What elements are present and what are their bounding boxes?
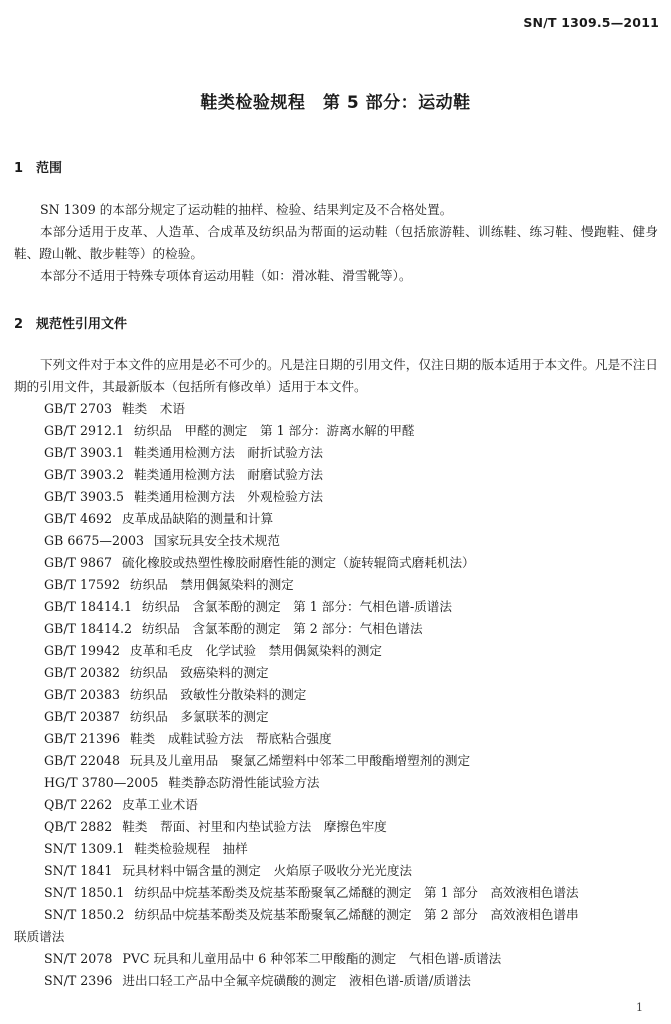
reference-title: 鞋类 成鞋试验方法 帮底粘合强度 (130, 731, 332, 746)
reference-title: 进出口轻工产品中全氟辛烷磺酸的测定 液相色谱-质谱/质谱法 (122, 973, 471, 988)
reference-item (0, 640, 671, 662)
reference-code: GB/T 3903.5 (44, 489, 125, 504)
reference-item (0, 398, 671, 420)
reference-code: GB/T 20383 (44, 687, 121, 702)
reference-code: GB/T 2912.1 (44, 423, 125, 438)
reference-title: 纺织品 禁用偶氮染料的测定 (130, 577, 294, 592)
reference-title: 纺织品 含氯苯酚的测定 第 1 部分：气相色谱-质谱法 (142, 599, 452, 614)
reference-code: SN/T 1850.1 (44, 885, 125, 900)
reference-code: GB/T 18414.2 (44, 621, 133, 636)
reference-item (0, 706, 671, 728)
reference-title-continued: 联质谱法 (14, 929, 65, 944)
reference-code: GB/T 18414.1 (44, 599, 133, 614)
reference-item (0, 904, 671, 948)
reference-title: 纺织品 甲醛的测定 第 1 部分：游离水解的甲醛 (134, 423, 415, 438)
reference-title: 纺织品 含氯苯酚的测定 第 2 部分：气相色谱法 (142, 621, 423, 636)
reference-item (0, 596, 671, 618)
reference-title: 纺织品 致敏性分散染料的测定 (130, 687, 307, 702)
reference-item (0, 486, 671, 508)
reference-item (0, 574, 671, 596)
reference-title: 国家玩具安全技术规范 (154, 533, 280, 548)
reference-item (0, 794, 671, 816)
scope-paragraph-1: SN 1309 的本部分规定了运动鞋的抽样、检验、结果判定及不合格处置。 (40, 202, 453, 217)
reference-title: 纺织品中烷基苯酚类及烷基苯酚聚氧乙烯醚的测定 第 1 部分 高效液相色谱法 (134, 885, 579, 900)
reference-item (0, 728, 671, 750)
reference-code: GB/T 3903.2 (44, 467, 125, 482)
reference-title: PVC 玩具和儿童用品中 6 种邻苯二甲酸酯的测定 气相色谱-质谱法 (122, 951, 502, 966)
reference-item (0, 530, 671, 552)
reference-title: 皮革和毛皮 化学试验 禁用偶氮染料的测定 (130, 643, 382, 658)
reference-code: SN/T 2078 (44, 951, 113, 966)
reference-item (0, 464, 671, 486)
reference-code: QB/T 2882 (44, 819, 113, 834)
reference-list (0, 398, 671, 992)
reference-item (0, 882, 671, 904)
reference-title: 鞋类通用检测方法 耐折试验方法 (134, 445, 323, 460)
reference-title: 鞋类通用检测方法 外观检验方法 (134, 489, 323, 504)
reference-title: 皮革工业术语 (122, 797, 198, 812)
reference-item (0, 684, 671, 706)
section-1-heading (14, 157, 62, 176)
reference-title: 鞋类检验规程 抽样 (134, 841, 248, 856)
reference-title: 纺织品 多氯联苯的测定 (130, 709, 269, 724)
scope-paragraph-2: 本部分适用于皮革、人造革、合成革及纺织品为帮面的运动鞋（包括旅游鞋、训练鞋、练习鞋、慢跑鞋、健身鞋、蹬山靴、散步鞋等）的检验。 (14, 224, 658, 261)
section-2-heading (14, 313, 127, 332)
references-intro: 下列文件对于本文件的应用是必不可少的。凡是注日期的引用文件，仅注日期的版本适用于本文件。凡是不注日期的引用文件，其最新版本（包括所有修改单）适用于本文件。 (14, 357, 658, 394)
reference-code: GB/T 2703 (44, 401, 113, 416)
section-title: 范围 (36, 161, 63, 176)
reference-item (0, 750, 671, 772)
reference-code: GB/T 3903.1 (44, 445, 125, 460)
reference-code: GB/T 19942 (44, 643, 121, 658)
reference-code: GB/T 9867 (44, 555, 113, 570)
section-title: 规范性引用文件 (36, 317, 128, 332)
reference-code: GB/T 4692 (44, 511, 113, 526)
reference-code: GB/T 17592 (44, 577, 121, 592)
reference-code: GB/T 21396 (44, 731, 121, 746)
reference-item (0, 816, 671, 838)
document-title: 鞋类检验规程 第 5 部分：运动鞋 (200, 93, 471, 113)
reference-code: GB/T 20387 (44, 709, 121, 724)
reference-code: HG/T 3780—2005 (44, 775, 159, 790)
reference-item (0, 508, 671, 530)
reference-code: QB/T 2262 (44, 797, 113, 812)
reference-title: 鞋类 术语 (122, 401, 185, 416)
reference-title: 纺织品 致癌染料的测定 (130, 665, 269, 680)
reference-title: 纺织品中烷基苯酚类及烷基苯酚聚氧乙烯醚的测定 第 2 部分 高效液相色谱串 (134, 907, 579, 922)
scope-paragraph-3: 本部分不适用于特殊专项体育运动用鞋（如：滑冰鞋、滑雪靴等）。 (40, 268, 412, 283)
reference-title: 玩具及儿童用品 聚氯乙烯塑料中邻苯二甲酸酯增塑剂的测定 (130, 753, 471, 768)
reference-title: 鞋类 帮面、衬里和内垫试验方法 摩擦色牢度 (122, 819, 387, 834)
reference-code: SN/T 1850.2 (44, 907, 125, 922)
reference-code: SN/T 1841 (44, 863, 113, 878)
standard-number: SN/T 1309.5—2011 (523, 15, 659, 30)
reference-title: 硫化橡胶或热塑性橡胶耐磨性能的测定（旋转辊筒式磨耗机法） (122, 555, 475, 570)
reference-title: 玩具材料中镉含量的测定 火焰原子吸收分光光度法 (122, 863, 412, 878)
reference-code: SN/T 1309.1 (44, 841, 125, 856)
reference-item (0, 618, 671, 640)
section-number: 2 (14, 317, 24, 332)
section-number: 1 (14, 161, 24, 176)
reference-item (0, 420, 671, 442)
reference-item (0, 860, 671, 882)
reference-item (0, 970, 671, 992)
reference-title: 鞋类静态防滑性能试验方法 (168, 775, 320, 790)
reference-item (0, 772, 671, 794)
reference-code: SN/T 2396 (44, 973, 113, 988)
reference-code: GB 6675—2003 (44, 533, 145, 548)
reference-item (0, 948, 671, 970)
reference-item (0, 662, 671, 684)
reference-title: 鞋类通用检测方法 耐磨试验方法 (134, 467, 323, 482)
page-number: 1 (636, 1001, 643, 1014)
reference-item (0, 442, 671, 464)
reference-title: 皮革成品缺陷的测量和计算 (122, 511, 274, 526)
reference-item (0, 838, 671, 860)
reference-code: GB/T 20382 (44, 665, 121, 680)
reference-code: GB/T 22048 (44, 753, 121, 768)
reference-item (0, 552, 671, 574)
